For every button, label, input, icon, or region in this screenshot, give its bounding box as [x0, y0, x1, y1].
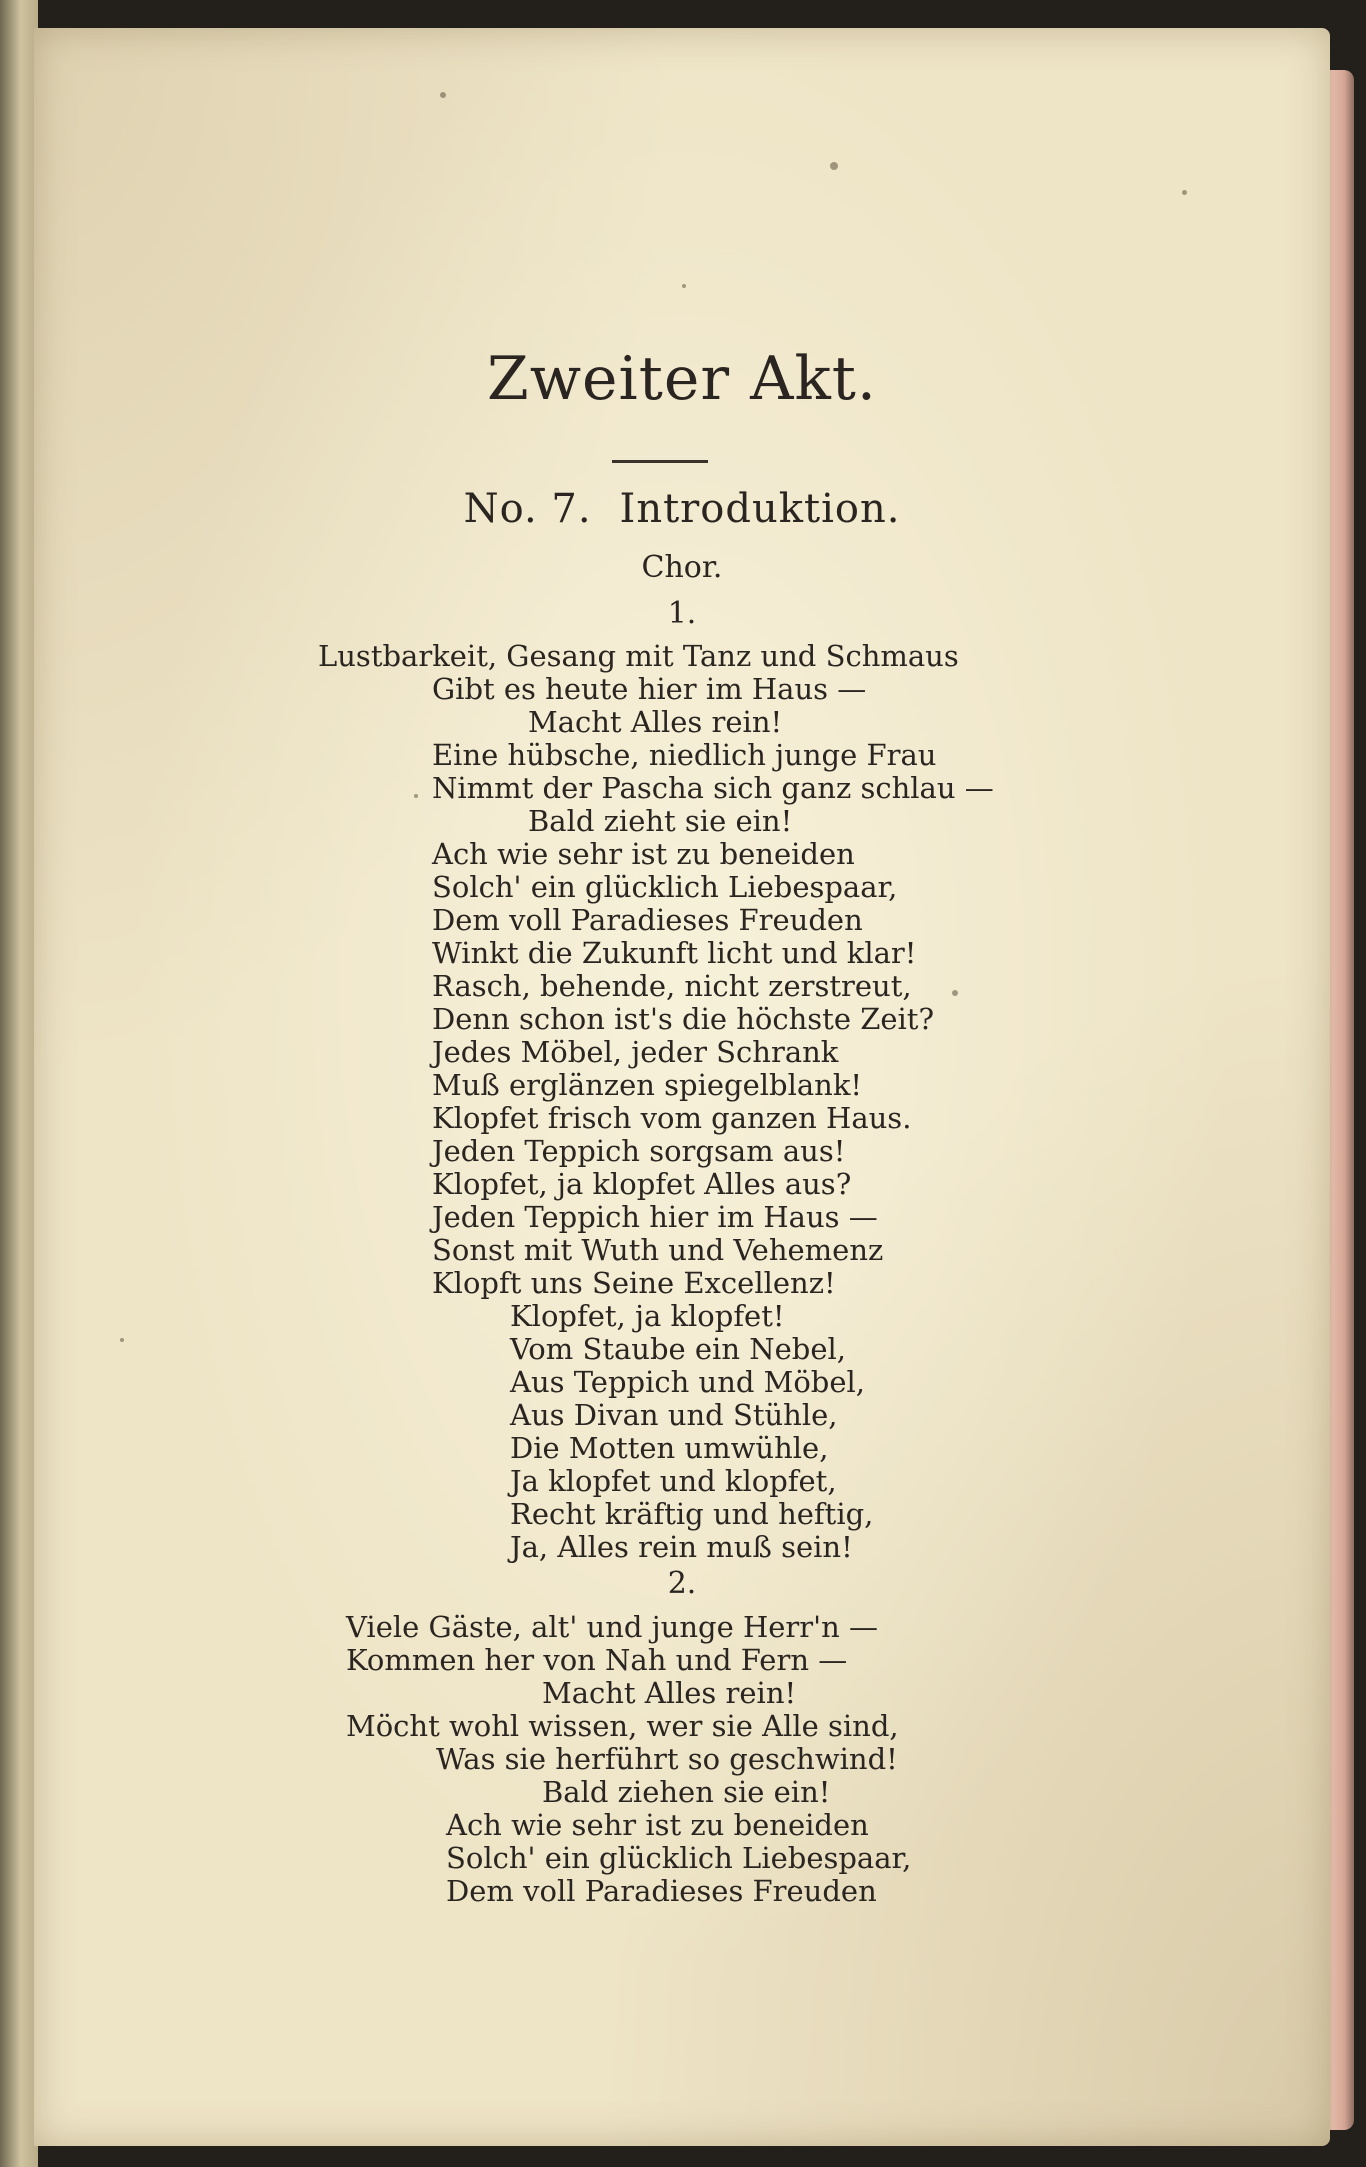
verse-line: Vom Staube ein Nebel,: [510, 1332, 846, 1366]
verse-line: Klopfet frisch vom ganzen Haus.: [432, 1101, 912, 1135]
paper-speck: [440, 92, 446, 98]
act-title: Zweiter Akt.: [487, 344, 877, 414]
verse-line: Dem voll Paradieses Freuden: [446, 1874, 877, 1908]
paper-speck: [414, 794, 418, 798]
paper-speck: [682, 284, 686, 288]
verse-line: Winkt die Zukunft licht und klar!: [432, 936, 917, 970]
verse-line: Jeden Teppich hier im Haus —: [432, 1200, 878, 1234]
paper-speck: [952, 990, 958, 996]
verse-number: 1.: [667, 596, 697, 631]
verse-line: Klopfet, ja klopfet!: [510, 1299, 785, 1333]
verse-line: Macht Alles rein!: [528, 705, 783, 739]
verse-line: Möcht wohl wissen, wer sie Alle sind,: [346, 1709, 899, 1743]
verse-line: Denn schon ist's die höchste Zeit?: [432, 1002, 935, 1036]
paper-speck: [120, 1338, 124, 1342]
verse-line: Macht Alles rein!: [542, 1676, 797, 1710]
verse-line: Lustbarkeit, Gesang mit Tanz und Schmaus: [318, 639, 959, 673]
verse-line: Jeden Teppich sorgsam aus!: [432, 1134, 846, 1168]
verse-number: 2.: [667, 1566, 697, 1601]
verse-line: Bald zieht sie ein!: [528, 804, 793, 838]
number-heading: [34, 486, 1330, 532]
verse-line: Nimmt der Pascha sich ganz schlau —: [432, 771, 994, 805]
verse-line: Jedes Möbel, jeder Schrank: [432, 1035, 839, 1069]
verse-line: Was sie herführt so geschwind!: [436, 1742, 898, 1776]
verse-line: Gibt es heute hier im Haus —: [432, 672, 867, 706]
verse-line: Dem voll Paradieses Freuden: [432, 903, 863, 937]
verse-line: Klopft uns Seine Excellenz!: [432, 1266, 836, 1300]
chorus-label: Chor.: [641, 550, 723, 585]
verse-line: Die Motten umwühle,: [510, 1431, 829, 1465]
verse-line: Ja klopfet und klopfet,: [510, 1464, 837, 1498]
verse-line: Rasch, behende, nicht zerstreut,: [432, 969, 912, 1003]
verse-line: Solch' ein glücklich Liebespaar,: [432, 870, 898, 904]
adjacent-page-edge: [0, 0, 38, 2167]
verse-line: Solch' ein glücklich Liebespaar,: [446, 1841, 912, 1875]
verse-line: Eine hübsche, niedlich junge Frau: [432, 738, 937, 772]
verse-line: Sonst mit Wuth und Vehemenz: [432, 1233, 884, 1267]
paper-speck: [1182, 190, 1187, 195]
verse-line: Aus Divan und Stühle,: [510, 1398, 838, 1432]
book-page: [34, 28, 1330, 2146]
verse-line: Muß erglänzen spiegelblank!: [432, 1068, 863, 1102]
verse-line: Klopfet, ja klopfet Alles aus?: [432, 1167, 852, 1201]
title-rule: [612, 460, 708, 463]
verse-line: Recht kräftig und heftig,: [510, 1497, 874, 1531]
verse-line: Kommen her von Nah und Fern —: [346, 1643, 848, 1677]
verse-line: Viele Gäste, alt' und junge Herr'n —: [346, 1610, 878, 1644]
verse-line: Bald ziehen sie ein!: [542, 1775, 831, 1809]
verse-line: Ach wie sehr ist zu beneiden: [446, 1808, 869, 1842]
verse-line: Aus Teppich und Möbel,: [510, 1365, 866, 1399]
verse-line: Ach wie sehr ist zu beneiden: [432, 837, 855, 871]
number-title: Introduktion.: [619, 486, 901, 532]
number-label: No. 7.: [463, 486, 592, 532]
paper-speck: [830, 162, 838, 170]
verse-line: Ja, Alles rein muß sein!: [510, 1530, 853, 1564]
